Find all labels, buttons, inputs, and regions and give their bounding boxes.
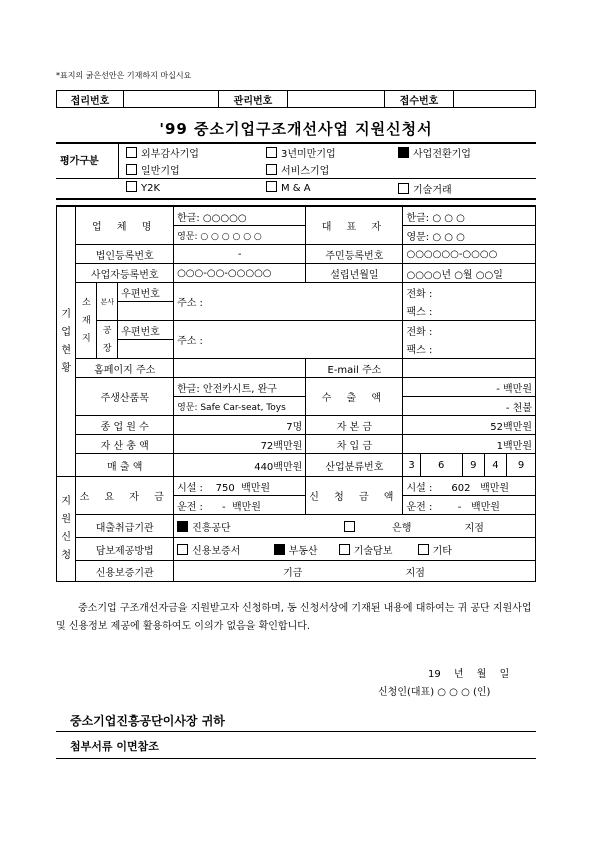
label-needed-funds: 소 요 자 금 bbox=[76, 477, 174, 515]
eval-opt-general[interactable]: 일반기업 bbox=[126, 162, 180, 177]
biz-no[interactable]: ○○○-○○-○○○○○ bbox=[174, 264, 306, 283]
label-capital: 자 본 금 bbox=[306, 416, 403, 435]
checkbox-checked-icon bbox=[274, 544, 285, 555]
export-mwon[interactable]: - 백만원 bbox=[403, 378, 536, 397]
label-registry-no: 접리번호 bbox=[57, 91, 124, 108]
corp-no[interactable]: - bbox=[174, 245, 306, 264]
resident-no[interactable]: ○○○○○○-○○○○ bbox=[403, 245, 536, 264]
checkbox-icon bbox=[339, 544, 350, 555]
label-receipt-no: 접수번호 bbox=[385, 91, 454, 108]
guarantor-field[interactable]: 기금 지점 bbox=[174, 561, 536, 582]
capital[interactable]: 52백만원 bbox=[403, 416, 536, 435]
label-collateral: 담보제공방법 bbox=[76, 538, 174, 561]
checkbox-icon bbox=[126, 147, 137, 158]
factory-tel[interactable]: 전화 : bbox=[403, 321, 536, 340]
industry-digit[interactable]: 3 bbox=[403, 454, 420, 477]
product-en[interactable]: 영문: Safe Car-seat, Toys bbox=[174, 397, 306, 416]
eval-label-cell bbox=[56, 142, 119, 179]
checkbox-icon bbox=[398, 183, 409, 194]
industry-digit[interactable]: 6 bbox=[420, 454, 462, 477]
eval-divider bbox=[56, 178, 536, 179]
hq-zip[interactable] bbox=[118, 302, 174, 321]
email[interactable] bbox=[403, 359, 536, 378]
request-facility[interactable]: 시설 : 602 백만원 bbox=[403, 477, 536, 496]
factory-fax[interactable]: 팩스 : bbox=[403, 340, 536, 359]
checkbox-icon bbox=[177, 544, 188, 555]
checkbox-icon bbox=[126, 181, 137, 192]
label-sales: 매 출 액 bbox=[76, 454, 174, 477]
label-main-product: 주생산품목 bbox=[76, 378, 174, 416]
company-name-en[interactable]: 영문: ○ ○ ○ ○ ○ ○ bbox=[174, 226, 306, 245]
eval-opt-mna[interactable]: M & A bbox=[266, 181, 311, 194]
checkbox-icon bbox=[266, 147, 277, 158]
label-resident-no: 주민등록번호 bbox=[306, 245, 403, 264]
industry-digit[interactable]: 9 bbox=[462, 454, 484, 477]
label-location: 소재지 bbox=[76, 283, 97, 359]
eval-opt-y2k[interactable]: Y2K bbox=[126, 181, 160, 194]
rep-name-en[interactable]: 영문: ○ ○ ○ bbox=[403, 226, 536, 245]
form-title: '99 중소기업구조개선사업 지원신청서 bbox=[159, 120, 433, 138]
checkbox-checked-icon bbox=[398, 147, 409, 158]
label-homepage: 홈페이지 주소 bbox=[76, 359, 174, 378]
label-assets: 자 산 총 액 bbox=[76, 435, 174, 454]
hq-fax[interactable]: 팩스 : bbox=[403, 302, 536, 321]
hq-address[interactable]: 주소 : bbox=[174, 283, 403, 321]
main-table bbox=[56, 205, 536, 582]
label-debt: 차 입 금 bbox=[306, 435, 403, 454]
label-biz-no: 사업자등록번호 bbox=[76, 264, 174, 283]
form-note: *표지의 굵은선안은 기재하지 마십시요 bbox=[56, 71, 192, 80]
registry-no-field[interactable] bbox=[124, 91, 219, 108]
manage-no-field[interactable] bbox=[288, 91, 385, 108]
lender-options[interactable]: 진흥공단 은행 지점 bbox=[174, 515, 536, 538]
checkbox-icon bbox=[418, 544, 429, 555]
needed-facility[interactable]: 시설 : 750 백만원 bbox=[174, 477, 306, 496]
checkbox-icon bbox=[126, 164, 137, 175]
eval-opt-transition[interactable]: 사업전환기업 bbox=[398, 145, 471, 160]
product-kr[interactable]: 한글: 안전카시트, 완구 bbox=[174, 378, 306, 397]
hq-tel[interactable]: 전화 : bbox=[403, 283, 536, 302]
date-line: 19 년 월 일 bbox=[428, 669, 510, 680]
label-manage-no: 관리번호 bbox=[219, 91, 288, 108]
label-factory: 공장 bbox=[97, 321, 118, 359]
section-company: 기업현황 bbox=[57, 206, 76, 477]
label-representative: 대 표 자 bbox=[306, 206, 403, 245]
label-employees: 종 업 원 수 bbox=[76, 416, 174, 435]
declaration-text: 중소기업 구조개선자금을 지원받고자 신청하며, 동 신청서상에 기재된 내용에 대하여는 귀 공단 지원사업 및 신용정보 제공에 활용하여도 이의가 없음을 확인합니다. bbox=[56, 603, 532, 632]
label-hq-zip: 우편번호 bbox=[118, 283, 174, 302]
collateral-options[interactable]: 신용보증서 부동산 기술담보 기타 bbox=[174, 538, 536, 561]
label-request-amount: 신 청 금 액 bbox=[306, 477, 403, 515]
eval-opt-under3[interactable]: 3년미만기업 bbox=[266, 145, 336, 160]
label-hq: 본사 bbox=[97, 283, 118, 321]
label-company-name: 업 체 명 bbox=[76, 206, 174, 245]
label-lender: 대출취급기관 bbox=[76, 515, 174, 538]
section-support: 지원신청 bbox=[57, 477, 76, 582]
company-name-kr[interactable]: 한글: ○○○○○ bbox=[174, 206, 306, 226]
label-email: E-mail 주소 bbox=[306, 359, 403, 378]
eval-opt-audit[interactable]: 외부감사기업 bbox=[126, 145, 199, 160]
sales[interactable]: 440백만원 bbox=[174, 454, 306, 477]
employees[interactable]: 7명 bbox=[174, 416, 306, 435]
needed-operating[interactable]: 운전 : - 백만원 bbox=[174, 496, 306, 515]
checkbox-icon bbox=[266, 181, 277, 192]
registry-table bbox=[56, 90, 536, 108]
label-founded: 설립년월일 bbox=[306, 264, 403, 283]
eval-opt-service[interactable]: 서비스기업 bbox=[266, 162, 329, 177]
rep-name-kr[interactable]: 한글: ○ ○ ○ bbox=[403, 206, 536, 226]
homepage[interactable] bbox=[174, 359, 306, 378]
attachment-note: 첨부서류 이면참조 bbox=[70, 740, 159, 753]
industry-digit[interactable]: 9 bbox=[507, 454, 536, 477]
request-operating[interactable]: 운전 : - 백만원 bbox=[403, 496, 536, 515]
factory-zip[interactable] bbox=[118, 340, 174, 359]
addressee: 중소기업진흥공단이사장 귀하 bbox=[70, 714, 225, 728]
applicant-line: 신청인(대표) ○ ○ ○ (인) bbox=[378, 687, 491, 698]
attachment-box bbox=[56, 731, 536, 759]
label-factory-zip: 우편번호 bbox=[118, 321, 174, 340]
eval-label: 평가구분 bbox=[60, 156, 99, 167]
factory-address[interactable]: 주소 : bbox=[174, 321, 403, 359]
checkbox-icon bbox=[344, 521, 355, 532]
label-corp-no: 법인등록번호 bbox=[76, 245, 174, 264]
label-industry: 산업분류번호 bbox=[306, 454, 403, 477]
label-guarantor: 신용보증기관 bbox=[76, 561, 174, 582]
checkbox-icon bbox=[266, 164, 277, 175]
debt[interactable]: 1백만원 bbox=[403, 435, 536, 454]
checkbox-checked-icon bbox=[177, 521, 188, 532]
receipt-no-field[interactable] bbox=[454, 91, 536, 108]
eval-opt-techdeal[interactable]: 기술거래 bbox=[398, 181, 452, 196]
founded-date[interactable]: ○○○○년 ○월 ○○일 bbox=[403, 264, 536, 283]
assets[interactable]: 72백만원 bbox=[174, 435, 306, 454]
industry-digit[interactable]: 4 bbox=[484, 454, 506, 477]
export-kusd[interactable]: - 천불 bbox=[403, 397, 536, 416]
label-export: 수 출 액 bbox=[306, 378, 403, 416]
